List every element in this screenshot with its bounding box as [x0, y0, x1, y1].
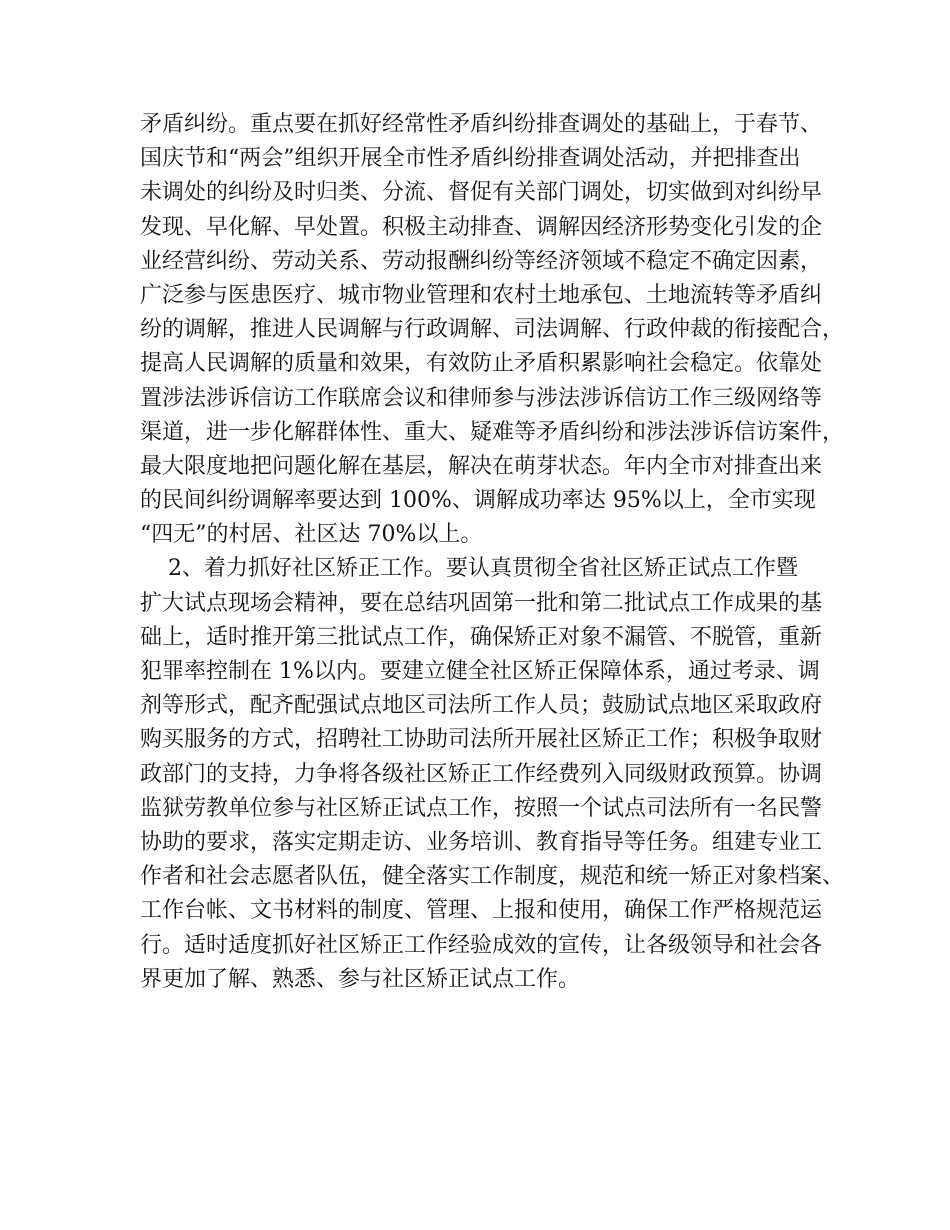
- text-line: 界更加了解、熟悉、参与社区矫正试点工作。: [140, 966, 581, 992]
- text-line: 矛盾纠纷。重点要在抓好经常性矛盾纠纷排查调处的基础上，于春节、: [140, 112, 823, 137]
- text-line: 购买服务的方式，招聘社工协助司法所开展社区矫正工作；积极争取财: [140, 727, 823, 753]
- text-line: 政部门的支持，力争将各级社区矫正工作经费列入同级财政预算。协调: [140, 761, 823, 787]
- text-line: 作者和社会志愿者队伍，健全落实工作制度，规范和统一矫正对象档案、: [140, 864, 845, 890]
- text-line: 础上，适时推开第三批试点工作，确保矫正对象不漏管、不脱管，重新: [140, 624, 823, 650]
- text-line: 未调处的纠纷及时归类、分流、督促有关部门调处，切实做到对纠纷早: [140, 180, 823, 206]
- text-line: 犯罪率控制在 1%以内。要建立健全社区矫正保障体系，通过考录、调: [140, 659, 820, 684]
- text-line: 国庆节和“两会”组织开展全市性矛盾纠纷排查调处活动，并把排查出: [140, 146, 801, 172]
- body-text: [140, 108, 845, 997]
- text-line: “四无”的村居、社区达 70%以上。: [140, 522, 483, 548]
- text-line: 最大限度地把问题化解在基层，解决在萌芽状态。年内全市对排查出来: [140, 453, 823, 479]
- text-line: 的民间纠纷调解率要达到 100%、调解成功率达 95%以上，全市实现: [140, 488, 816, 514]
- text-line: 扩大试点现场会精神，要在总结巩固第一批和第二批试点工作成果的基: [140, 590, 823, 616]
- text-line: 监狱劳教单位参与社区矫正试点工作，按照一个试点司法所有一名民警: [140, 795, 823, 821]
- text-line: 工作台帐、文书材料的制度、管理、上报和使用，确保工作严格规范运: [140, 898, 823, 924]
- text-line: 剂等形式，配齐配强试点地区司法所工作人员；鼓励试点地区采取政府: [140, 693, 823, 719]
- text-line: 广泛参与医患医疗、城市物业管理和农村土地承包、土地流转等矛盾纠: [140, 282, 823, 308]
- text-line: 渠道，进一步化解群体性、重大、疑难等矛盾纠纷和涉法涉诉信访案件，: [140, 419, 845, 445]
- text-line: 提高人民调解的质量和效果，有效防止矛盾积累影响社会稳定。依靠处: [140, 351, 823, 377]
- text-line: 纷的调解，推进人民调解与行政调解、司法调解、行政仲裁的衔接配合，: [140, 317, 845, 343]
- text-line: 业经营纠纷、劳动关系、劳动报酬纠纷等经济领域不稳定不确定因素，: [140, 248, 823, 274]
- text-line: 协助的要求，落实定期走访、业务培训、教育指导等任务。组建专业工: [140, 829, 823, 855]
- text-line: 行。适时适度抓好社区矫正工作经验成效的宣传，让各级领导和社会各: [140, 932, 823, 958]
- text-line: 2、着力抓好社区矫正工作。要认真贯彻全省社区矫正试点工作暨: [140, 556, 798, 582]
- text-line: 置涉法涉诉信访工作联席会议和律师参与涉法涉诉信访工作三级网络等: [140, 385, 823, 411]
- text-line: 发现、早化解、早处置。积极主动排查、调解因经济形势变化引发的企: [140, 214, 823, 240]
